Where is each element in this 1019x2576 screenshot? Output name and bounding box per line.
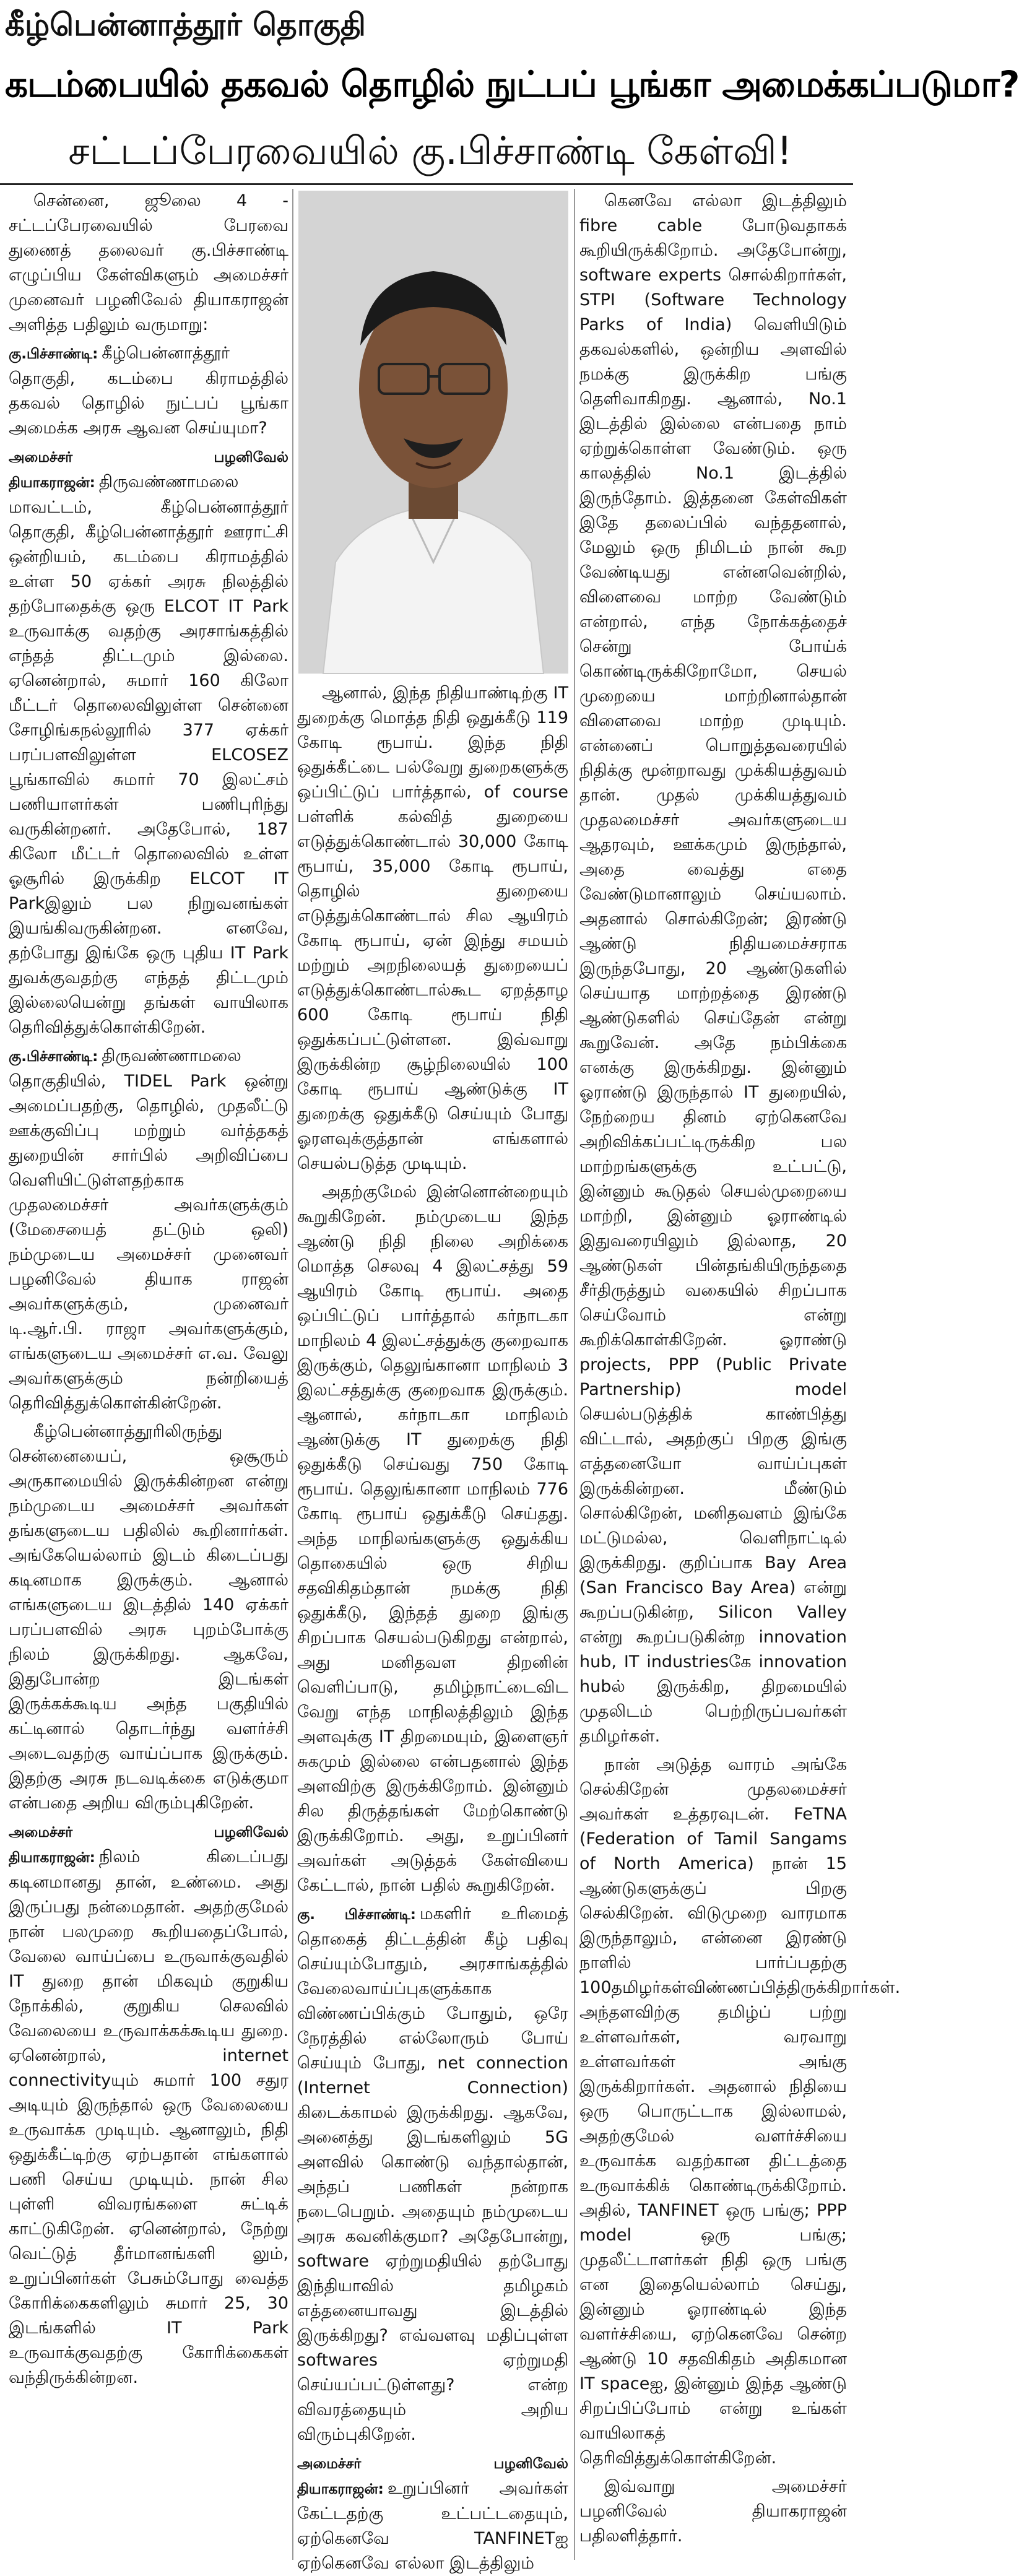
portrait-illustration [298, 191, 568, 674]
paragraph-text: மகளிர் உரிமைத் தொகைத் திட்டத்தின் கீழ் பதிவு செய்யும்போதும், அரசாங்கத்தில் வேலைவாய்ப்புகளுக்காக விண்ணப்பிக்கும் போதும், ஒரே நேரத்தில் எல்லோரும் போய் செய்யும் போது, net connection (Internet Connection) கிடைக்காமல் இருக்கிறது. ஆகவே, அனைத்து இடங்களிலும் 5G அளவில் கொண்டு வந்தால்தான், அந்தப் பணிகள் நன்றாக நடைபெறும். அதையும் நம்முடைய அரசு கவனிக்குமா? அதேபோன்று, software ஏற்றுமதியில் தற்போது இந்தியாவில் தமிழகம் எத்தனையாவது இடத்தில் இருக்கிறது? எவ்வளவு மதிப்புள்ள softwares ஏற்றுமதி செய்யப்பட்டுள்ளது? என்ற விவரத்தையும் அறிய விரும்புகிறேன். [297, 1904, 568, 2444]
paragraph-text: அதற்குமேல் இன்னொன்றையும் கூறுகிறேன். நம்முடைய இந்த ஆண்டு நிதி நிலை அறிக்கை மொத்த செலவு 4 இலட்சத்து 59 ஆயிரம் கோடி ரூபாய். அதை ஒப்பிட்டுப் பார்த்தால் கர்நாடகா மாநிலம் 4 இலட்சத்துக்கு குறைவாக இருக்கும், தெலுங்கானா மாநிலம் 3 இலட்சத்துக்கு குறைவாக இருக்கும். ஆனால், கர்நாடகா மாநிலம் ஆண்டுக்கு IT துறைக்கு நிதி ஒதுக்கீடு செய்வது 750 கோடி ரூபாய். தெலுங்கானா மாநிலம் 776 கோடி ரூபாய் ஒதுக்கீடு செய்தது. அந்த மாநிலங்களுக்கு ஒதுக்கிய தொகையில் ஒரு சிறிய சதவிகிதம்தான் நமக்கு நிதி ஒதுக்கீடு, இந்தத் துறை இங்கு சிறப்பாக செயல்படுகிறது என்றால், அது மனிதவள திறனின் வெளிப்பாடு, தமிழ்நாட்டைவிட வேறு எந்த மாநிலத்திலும் இந்த அளவுக்கு IT திறமையும், இளைஞர் சுகமும் இல்லை என்பதனால் இந்த அளவிற்கு இருக்கிறோம். இன்னும் சில திருத்தங்கள் மேற்கொண்டு இருக்கிறோம். அது, உறுப்பினர் அவர்கள் அடுத்தக் கேள்வியை கேட்டால், நான் பதில் கூறுகிறேன். [297, 1182, 568, 1895]
speaker-label: கு.பிச்சாண்டி: [9, 346, 98, 362]
paragraph-text: கீழ்பென்னாத்தூர் தொகுதி, கடம்பை கிராமத்தில் தகவல் தொழில் நுட்பப் பூங்கா அமைக்க அரசு ஆவன செய்யுமா? [9, 344, 288, 438]
speaker-label: கு. பிச்சாண்டி: [297, 1907, 416, 1923]
article-paragraph [9, 1420, 288, 1816]
paragraph-text: ஆனால், இந்த நிதியாண்டிற்கு IT துறைக்கு மொத்த நிதி ஒதுக்கீடு 119 கோடி ரூபாய். இந்த நிதி ஒதுக்கீட்டை பல்வேறு துறைகளுக்கு ஒப்பிட்டுப் பார்த்தால், of course பள்ளிக் கல்வித் துறையை எடுத்துக்கொண்டால் 30,000 கோடி ரூபாய், 35,000 கோடி ரூபாய், தொழில் துறையை எடுத்துக்கொண்டால் சில ஆயிரம் கோடி ரூபாய், ஏன் இந்து சமயம் மற்றும் அறநிலையத் துறையைப் எடுத்துக்கொண்டால்கூட ஏறத்தாழ 600 கோடி ரூபாய் நிதி ஒதுக்கப்பட்டுள்ளன. இவ்வாறு இருக்கின்ற சூழ்நிலையில் 100 கோடி ரூபாய் ஆண்டுக்கு IT துறைக்கு ஒதுக்கீடு செய்யும் போது ஓரளவுக்குத்தான் எங்களால் செயல்படுத்த முடியும். [297, 683, 568, 1173]
header-rule [0, 183, 853, 185]
article-paragraph [579, 1753, 901, 2471]
article-kicker: கீழ்பென்னாத்தூர் தொகுதி [5, 7, 366, 43]
article-paragraph [297, 1180, 568, 1898]
paragraph-text: திருவண்ணாமலை மாவட்டம், கீழ்பென்னாத்தூர் தொகுதி, கீழ்பென்னாத்தூர் ஊராட்சி ஒன்றியம், கடம்பை கிராமத்தில் உள்ள 50 ஏக்கர் அரசு நிலத்தில் தற்போதைக்கு ஒரு ELCOT IT Park உருவாக்கு வதற்கு அரசாங்கத்தில் எந்தத் திட்டமும் இல்லை. ஏனென்றால், சுமார் 160 கிலோ மீட்டர் தொலைவிலுள்ள சென்னை சோழிங்கநல்லூரில் 377 ஏக்கர் பரப்பளவிலுள்ள ELCOSEZ பூங்காவில் சுமார் 70 இலட்சம் பணியாளர்கள் பணிபுரிந்து வருகின்றனர். அதேபோல், 187 கிலோ மீட்டர் தொலைவில் உள்ள ஓசூரில் இருக்கிற ELCOT IT Parkஇலும் பல நிறுவனங்கள் இயங்கிவருகின்றன. எனவே, தற்போது இங்கே ஒரு புதிய IT Park துவக்குவதற்கு எந்தத் திட்டமும் இல்லையென்று தங்கள் வாயிலாக தெரிவித்துக்கொள்கிறேன். [9, 472, 288, 1037]
article-paragraph [9, 189, 288, 337]
answer-paragraph [9, 1819, 288, 2390]
question-paragraph [9, 1044, 288, 1416]
question-paragraph [9, 341, 288, 441]
speaker-label: அமைச்சர் பழனிவேல் தியாகராஜன்: [9, 449, 288, 491]
column-divider [292, 189, 293, 2560]
column-divider [574, 189, 575, 2560]
article-column-2 [297, 681, 568, 2573]
paragraph-text: திருவண்ணாமலை தொகுதியில், TIDEL Park ஒன்று அமைப்பதற்கு, தொழில், முதலீட்டு ஊக்குவிப்பு மற்றும் வர்த்தகத் துறையின் சார்பில் அறிவிப்பை வெளியிட்டுள்ளதற்காக முதலமைச்சர் அவர்களுக்கும் (மேசையைத் தட்டும் ஒலி) நம்முடைய அமைச்சர் முனைவர் பழனிவேல் தியாக ராஜன் அவர்களுக்கும், முனைவர் டி.ஆர்.பி. ராஜா அவர்களுக்கும், எங்களுடைய அமைச்சர் எ.வ. வேலு அவர்களுக்கும் நன்றியைத் தெரிவித்துக்கொள்கின்றேன். [9, 1046, 288, 1413]
answer-paragraph [9, 445, 288, 1040]
speaker-label: கு.பிச்சாண்டி: [9, 1049, 98, 1065]
speaker-label: அமைச்சர் பழனிவேல் தியாகராஜன்: [9, 1824, 288, 1866]
paragraph-text: கீழ்பென்னாத்தூரிலிருந்து சென்னையைப், ஒசூரும் அருகாமையில் இருக்கின்றன என்று நம்முடைய அமைச்சர் அவர்கள் தங்களுடைய பதிலில் கூறினார்கள். அங்கேயெல்லாம் இடம் கிடைப்பது கடினமாக இருக்கும். ஆனால் எங்களுடைய இடத்தில் 140 ஏக்கர் பரப்பளவில் அரசு புறம்போக்கு நிலம் இருக்கிறது. ஆகவே, இதுபோன்ற இடங்கள் இருக்கக்கூடிய அந்த பகுதியில் கட்டினால் தொடர்ந்து வளர்ச்சி அடைவதற்கு வாய்ப்பாக இருக்கும். இதற்கு அரசு நடவடிக்கை எடுக்குமா என்பதை அறிய விரும்புகிறேன். [9, 1422, 288, 1813]
paragraph-text: நான் அடுத்த வாரம் அங்கே செல்கிறேன் முதலமைச்சர் அவர்கள் உத்தரவுடன். FeTNA (Federation of Tamil Sangams of North America) நான் 15 ஆண்டுகளுக்குப் பிறகு செல்கிறேன். விடுமுறை வாரமாக இருந்தாலும், என்னை இரண்டு நாளில் பார்ப்பதற்கு 100தமிழர்கள்விண்ணப்பித்திருக்கிறார்கள். அந்தளவிற்கு தமிழ்ப் பற்று உள்ளவர்கள், வரவாறு உள்ளவர்கள் அங்கு இருக்கிறார்கள். அதனால் நிதியை ஒரு பொருட்டாக இல்லாமல், அதற்குமேல் வளர்ச்சியை உருவாக்க வதற்கான திட்டத்தை உருவாக்கிக் கொண்டிருக்கிறோம். அதில், TANFINET ஒரு பங்கு; PPP model ஒரு பங்கு; முதலீட்டாளர்கள் நிதி ஒரு பங்கு என இதையெல்லாம் செய்து, இன்னும் ஓராண்டில் இந்த வளர்ச்சியை, ஏற்கெனவே சென்ற ஆண்டு 10 சதவிகிதம் அதிகமான IT spaceஐ, இன்னும் இந்த ஆண்டு சிறப்பிப்போம் என்று உங்கள் வாயிலாகத் தெரிவித்துக்கொள்கிறேன். [579, 1755, 901, 2468]
paragraph-text: நிலம் கிடைப்பது கடினமானது தான், உண்மை. அது இருப்பது நன்மைதான். அதற்குமேல் நான் பலமுறை கூறியதைப்போல், வேலை வாய்ப்பை உருவாக்குவதில் IT துறை தான் மிகவும் குறுகிய நோக்கில், குறுகிய செலவில் வேலையை உருவாக்கக்கூடிய துறை. ஏனென்றால், internet connectivityயும் சுமார் 100 சதுர அடியும் இருந்தால் ஒரு வேலையை உருவாக்க முடியும். ஆனாலும், நிதி ஒதுக்கீட்டிற்கு ஏற்பதான் எங்களால் பணி செய்ய முடியும். நான் சில புள்ளி விவரங்களை சுட்டிக் காட்டுகிறேன். ஏனென்றால், நேற்று வெட்டுத் தீர்மானங்களி லும், உறுப்பினர்கள் பேசும்போது வைத்த கோரிக்கைகளிலும் சுமார் 25, 30 இடங்களில் IT Park உருவாக்குவதற்கு கோரிக்கைகள் வந்திருக்கின்றன. [9, 1847, 288, 2387]
article-column-3 [579, 189, 901, 2560]
portrait-photo [298, 191, 568, 674]
article-headline: கடம்பையில் தகவல் தொழில் நுட்பப் பூங்கா அமைக்கப்படுமா? [5, 63, 1019, 105]
paragraph-text: இவ்வாறு அமைச்சர் பழனிவேல் தியாகராஜன் பதிலளித்தார். [579, 2477, 847, 2546]
question-paragraph [297, 1902, 568, 2447]
answer-paragraph [297, 2451, 568, 2576]
paragraph-text: சென்னை, ஜூலை 4 - சட்டப்பேரவையில் பேரவை துணைத் தலைவர் கு.பிச்சாண்டி எழுப்பிய கேள்விகளும் அமைச்சர் முனைவர் பழனிவேல் தியாகராஜன் அளித்த பதிலும் வருமாறு: [9, 191, 288, 334]
article-paragraph [579, 2474, 847, 2549]
article-subheadline: சட்டப்பேரவையில் கு.பிச்சாண்டி கேள்வி! [68, 128, 792, 173]
paragraph-text: உறுப்பினர் அவர்கள் கேட்டதற்கு உட்பட்டதையும், ஏற்கெனவே TANFINETஐ ஏற்கெனவே எல்லா இடத்திலும் [297, 2479, 568, 2573]
article-paragraph [297, 681, 568, 1176]
paragraph-text: கெனவே எல்லா இடத்திலும் fibre cable போடுவதாகக் கூறியிருக்கிறோம். அதேபோன்று, software experts சொல்கிறார்கள், STPI (Software Technology Parks of India) வெளியிடும் தகவல்களில், ஒன்றிய அளவில் நமக்கு இருக்கிற பங்கு தெளிவாகிறது. ஆனால், No.1 இடத்தில் இல்லை என்பதை நாம் ஏற்றுக்கொள்ள வேண்டும். ஒரு காலத்தில் No.1 இடத்தில் இருந்தோம். இத்தனை கேள்விகள் இதே தலைப்பில் வந்ததனால், மேலும் ஒரு நிமிடம் நான் கூற வேண்டியது என்னவென்றில், விளைவை மாற்ற வேண்டும் என்றால், எந்த நோக்கத்தைச் சென்று போய்க் கொண்டிருக்கிறோமோ, செயல் முறையை மாற்றினால்தான் விளைவை மாற்ற முடியும். என்னைப் பொறுத்தவரையில் நிதிக்கு மூன்றாவது முக்கியத்துவம் தான். முதல் முக்கியத்துவம் முதலமைச்சர் அவர்களுடைய ஆதரவும், ஊக்கமும் இருந்தால், அதை வைத்து எதை வேண்டுமானாலும் செய்யலாம். அதனால் சொல்கிறேன்; இரண்டு ஆண்டு நிதியமைச்சராக இருந்தபோது, 20 ஆண்டுகளில் செய்யாத மாற்றத்தை இரண்டு ஆண்டுகளில் செய்தேன் என்று கூறுவேன். அதே நம்பிக்கை எனக்கு இருக்கிறது. இன்னும் ஓராண்டு இருந்தால் IT துறையில், நேற்றைய தினம் ஏற்கெனவே அறிவிக்கப்பட்டிருக்கிற பல மாற்றங்களுக்கு உட்பட்டு, இன்னும் கூடுதல் செயல்முறையை மாற்றி, இன்னும் ஓராண்டில் இதுவரையிலும் இல்லாத, 20 ஆண்டுகள் பின்தங்கியிருந்ததை சீர்திருத்தும் வகையில் சிறப்பாக செய்வோம் என்று கூறிக்கொள்கிறேன். ஓராண்டு projects, PPP (Public Private Partnership) model செயல்படுத்திக் காண்பித்து விட்டால், அதற்குப் பிறகு இங்கு எத்தனையோ வாய்ப்புகள் இருக்கின்றன. மீண்டும் சொல்கிறேன், மனிதவளம் இங்கே மட்டுமல்ல, வெளிநாட்டில் இருக்கிறது. குறிப்பாக Bay Area (San Francisco Bay Area) என்று கூறப்படுகின்ற, Silicon Valley என்று கூறப்படுகின்ற innovation hub, IT industriesகே innovation hubல் இருக்கிற, திறமையில் முதலிடம் பெற்றிருப்பவர்கள் தமிழர்கள். [579, 191, 847, 1746]
speaker-label: அமைச்சர் பழனிவேல் தியாகராஜன்: [297, 2456, 568, 2497]
article-paragraph [579, 189, 847, 1749]
article-column-1 [9, 189, 288, 2560]
